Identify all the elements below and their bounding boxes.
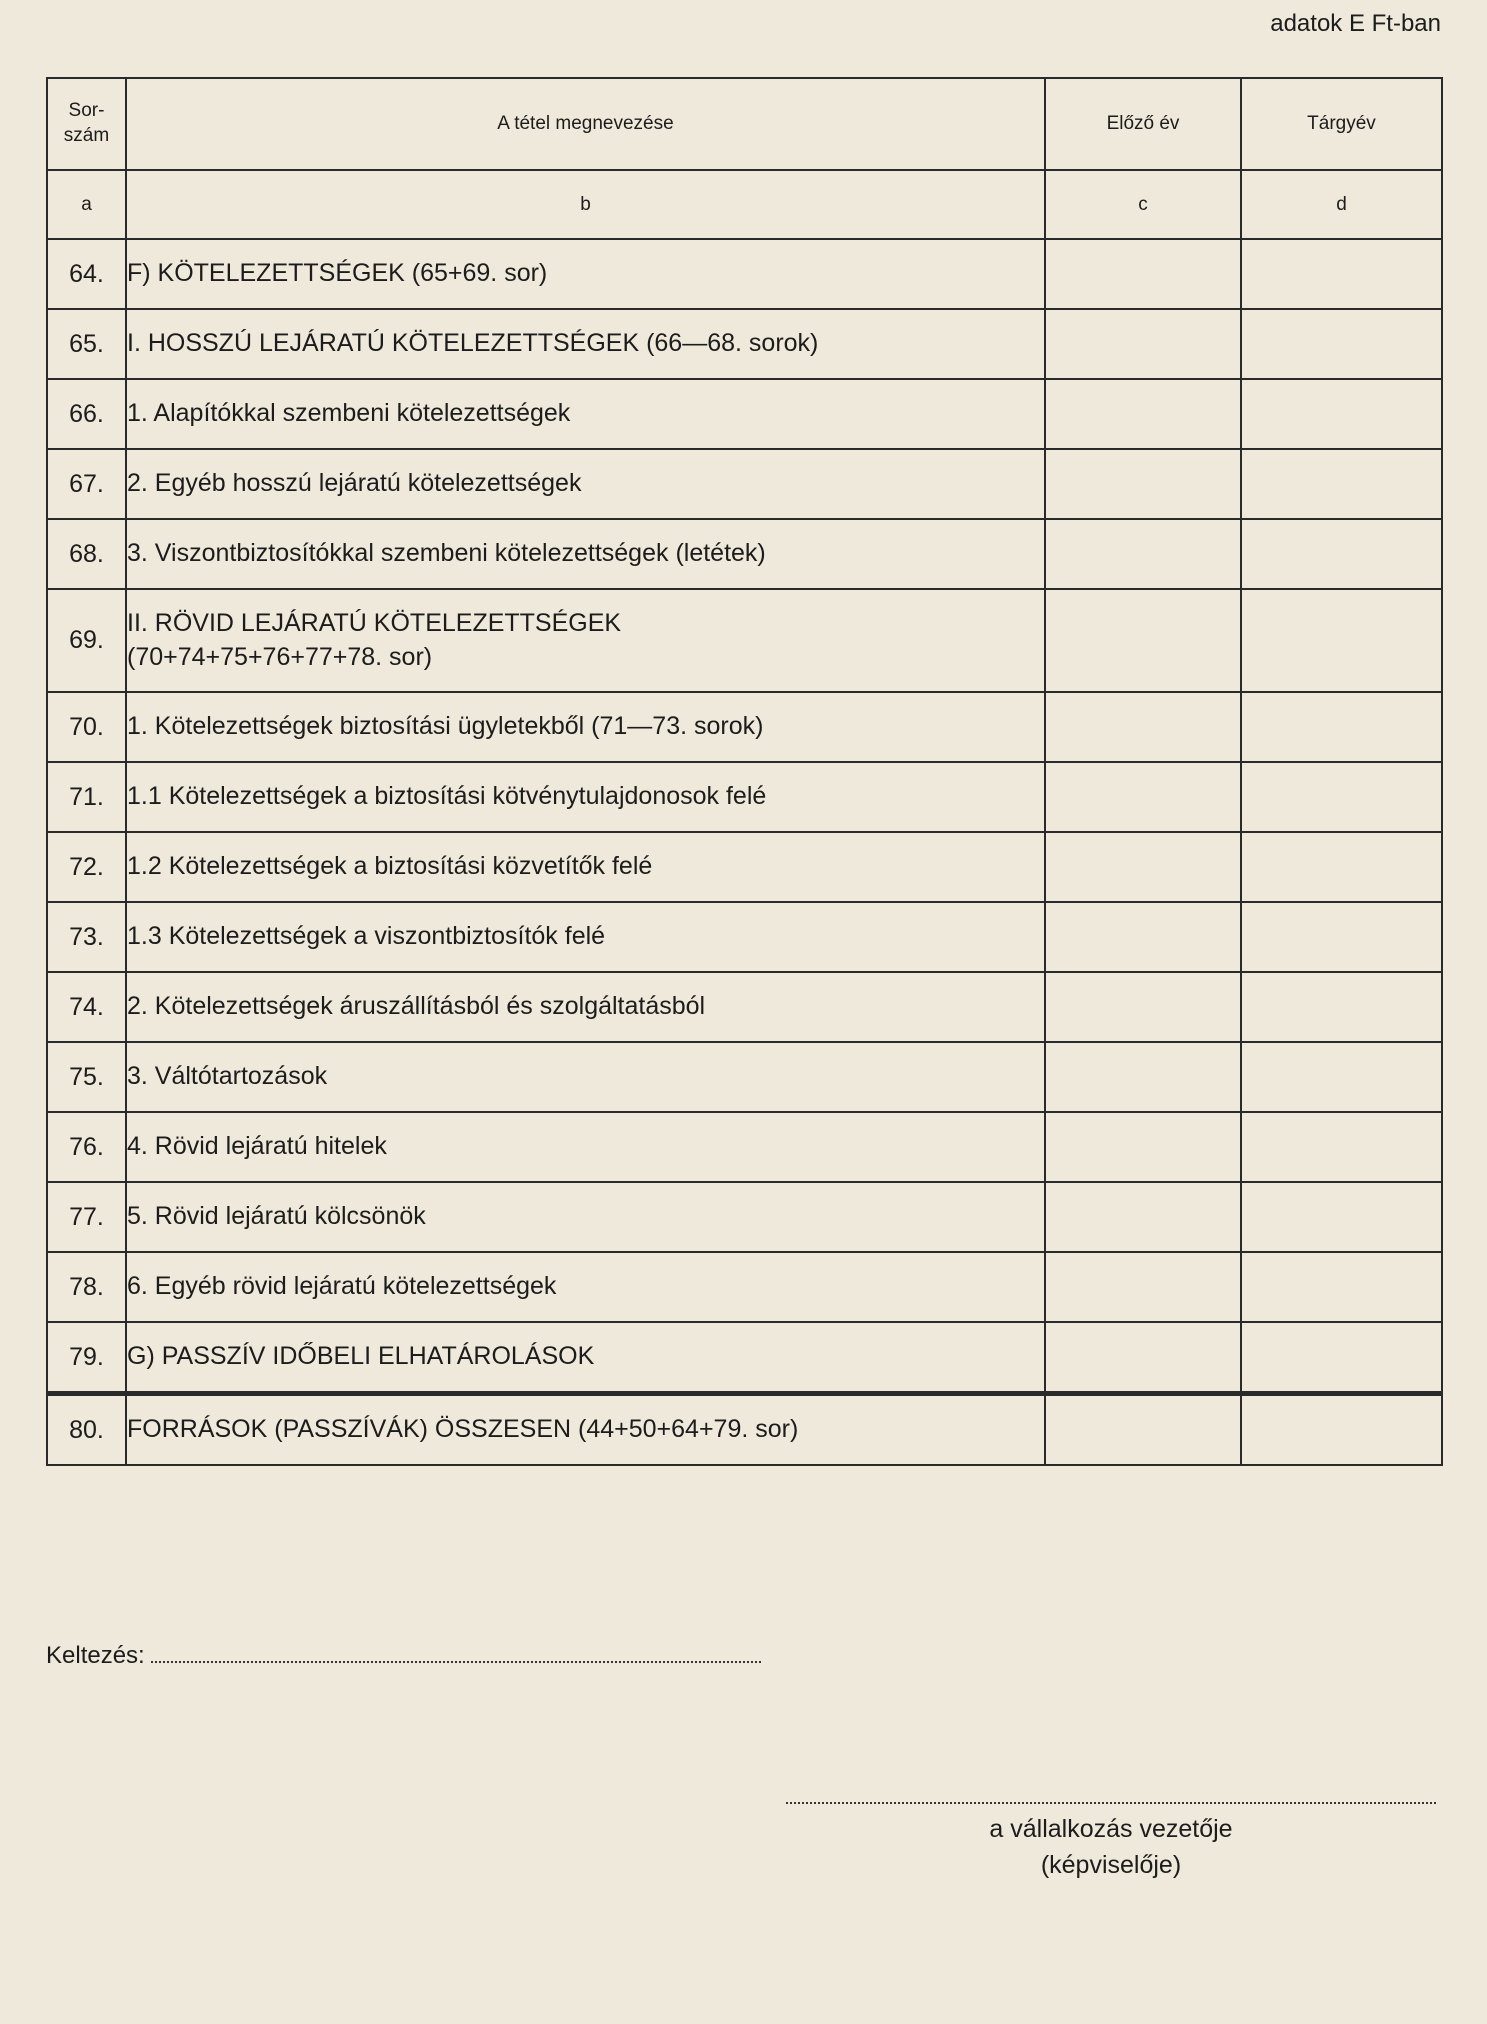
- current-year-cell[interactable]: [1241, 762, 1442, 832]
- current-year-cell[interactable]: [1241, 239, 1442, 309]
- table-row: [47, 449, 1442, 519]
- row-number: 65.: [47, 309, 126, 379]
- row-number: 70.: [47, 692, 126, 762]
- table-row: [47, 902, 1442, 972]
- previous-year-cell[interactable]: [1045, 1182, 1241, 1252]
- row-label: 1.3 Kötelezettségek a viszontbiztosítók felé: [126, 902, 1045, 972]
- table-row: [47, 832, 1442, 902]
- row-label: F) KÖTELEZETTSÉGEK (65+69. sor): [126, 239, 1045, 309]
- current-year-cell[interactable]: [1241, 902, 1442, 972]
- table-row: [47, 519, 1442, 589]
- row-label-line1: II. RÖVID LEJÁRATÚ KÖTELEZETTSÉGEK: [127, 608, 622, 637]
- current-year-cell[interactable]: [1241, 379, 1442, 449]
- previous-year-cell[interactable]: [1045, 762, 1241, 832]
- current-year-cell[interactable]: [1241, 972, 1442, 1042]
- row-number: 71.: [47, 762, 126, 832]
- current-year-cell[interactable]: [1241, 519, 1442, 589]
- table-row-total: [47, 1394, 1442, 1466]
- table-row: [47, 379, 1442, 449]
- row-number: 66.: [47, 379, 126, 449]
- table-row: [47, 1112, 1442, 1182]
- previous-year-cell[interactable]: [1045, 832, 1241, 902]
- current-year-cell[interactable]: [1241, 1042, 1442, 1112]
- previous-year-cell[interactable]: [1045, 309, 1241, 379]
- header-current-year: Tárgyév: [1241, 78, 1442, 170]
- table-row: [47, 239, 1442, 309]
- current-year-cell[interactable]: [1241, 589, 1442, 692]
- row-label: 5. Rövid lejáratú kölcsönök: [126, 1182, 1045, 1252]
- column-letter-d: d: [1241, 170, 1442, 239]
- header-sorszam-line2: szám: [63, 125, 110, 146]
- date-label: Keltezés:: [46, 1642, 145, 1669]
- row-label: 3. Váltótartozások: [126, 1042, 1045, 1112]
- row-label: I. HOSSZÚ LEJÁRATÚ KÖTELEZETTSÉGEK (66—68. sorok): [126, 309, 1045, 379]
- row-label: G) PASSZÍV IDŐBELI ELHATÁROLÁSOK: [126, 1322, 1045, 1394]
- row-label-line2: (70+74+75+76+77+78. sor): [127, 642, 433, 671]
- row-number: 67.: [47, 449, 126, 519]
- row-label: [126, 589, 1045, 692]
- unit-note: adatok E Ft-ban: [1270, 10, 1441, 37]
- previous-year-cell[interactable]: [1045, 1322, 1241, 1394]
- row-label: 1.2 Kötelezettségek a biztosítási közvetítők felé: [126, 832, 1045, 902]
- previous-year-cell[interactable]: [1045, 1252, 1241, 1322]
- table-row: [47, 762, 1442, 832]
- table-row: [47, 1182, 1442, 1252]
- signature-subcaption: (képviselője): [1040, 1851, 1182, 1879]
- row-label: 2. Egyéb hosszú lejáratú kötelezettségek: [126, 449, 1045, 519]
- row-label: 4. Rövid lejáratú hitelek: [126, 1112, 1045, 1182]
- header-sorszam: [47, 78, 126, 170]
- current-year-cell[interactable]: [1241, 1182, 1442, 1252]
- previous-year-cell[interactable]: [1045, 239, 1241, 309]
- date-fill-line[interactable]: [151, 1660, 761, 1663]
- signature-caption: a vállalkozás vezetője: [989, 1815, 1233, 1843]
- previous-year-cell[interactable]: [1045, 379, 1241, 449]
- current-year-cell[interactable]: [1241, 692, 1442, 762]
- table-row: [47, 692, 1442, 762]
- previous-year-cell[interactable]: [1045, 902, 1241, 972]
- previous-year-cell[interactable]: [1045, 589, 1241, 692]
- current-year-cell[interactable]: [1241, 449, 1442, 519]
- header-item-name: A tétel megnevezése: [126, 78, 1045, 170]
- row-label: 6. Egyéb rövid lejáratú kötelezettségek: [126, 1252, 1045, 1322]
- previous-year-cell[interactable]: [1045, 972, 1241, 1042]
- row-number: 74.: [47, 972, 126, 1042]
- row-label: 2. Kötelezettségek áruszállításból és szolgáltatásból: [126, 972, 1045, 1042]
- liabilities-table: [46, 77, 1443, 1466]
- table-row: [47, 309, 1442, 379]
- current-year-cell[interactable]: [1241, 1322, 1442, 1394]
- row-number: 64.: [47, 239, 126, 309]
- current-year-cell[interactable]: [1241, 309, 1442, 379]
- row-label: 1. Kötelezettségek biztosítási ügyletekből (71—73. sorok): [126, 692, 1045, 762]
- column-letter-row: [47, 170, 1442, 239]
- header-sorszam-line1: Sor-: [68, 100, 105, 122]
- table-row: [47, 1252, 1442, 1322]
- row-number: 79.: [47, 1322, 126, 1394]
- row-label: 1. Alapítókkal szembeni kötelezettségek: [126, 379, 1045, 449]
- signature-line[interactable]: [786, 1802, 1436, 1804]
- previous-year-cell[interactable]: [1045, 1112, 1241, 1182]
- previous-year-cell[interactable]: [1045, 1042, 1241, 1112]
- date-field: [46, 1642, 761, 1670]
- row-number: 68.: [47, 519, 126, 589]
- row-number: 76.: [47, 1112, 126, 1182]
- row-label: FORRÁSOK (PASSZÍVÁK) ÖSSZESEN (44+50+64+79. sor): [126, 1394, 1045, 1466]
- table-row: [47, 1322, 1442, 1394]
- previous-year-cell[interactable]: [1045, 692, 1241, 762]
- current-year-cell[interactable]: [1241, 1112, 1442, 1182]
- column-letter-a: a: [47, 170, 126, 239]
- row-number: 80.: [47, 1394, 126, 1466]
- current-year-cell[interactable]: [1241, 832, 1442, 902]
- row-number: 72.: [47, 832, 126, 902]
- row-number: 77.: [47, 1182, 126, 1252]
- row-number: 69.: [47, 589, 126, 692]
- table-row: [47, 972, 1442, 1042]
- column-letter-b: b: [126, 170, 1045, 239]
- row-number: 73.: [47, 902, 126, 972]
- row-label: 1.1 Kötelezettségek a biztosítási kötvénytulajdonosok felé: [126, 762, 1045, 832]
- row-number: 78.: [47, 1252, 126, 1322]
- row-label: 3. Viszontbiztosítókkal szembeni kötelezettségek (letétek): [126, 519, 1045, 589]
- row-number: 75.: [47, 1042, 126, 1112]
- table-row: [47, 1042, 1442, 1112]
- header-previous-year: Előző év: [1045, 78, 1241, 170]
- previous-year-cell[interactable]: [1045, 1394, 1241, 1466]
- column-letter-c: c: [1045, 170, 1241, 239]
- current-year-cell[interactable]: [1241, 1252, 1442, 1322]
- current-year-cell[interactable]: [1241, 1394, 1442, 1466]
- table-row: [47, 589, 1442, 692]
- previous-year-cell[interactable]: [1045, 449, 1241, 519]
- table-header-row: [47, 78, 1442, 170]
- previous-year-cell[interactable]: [1045, 519, 1241, 589]
